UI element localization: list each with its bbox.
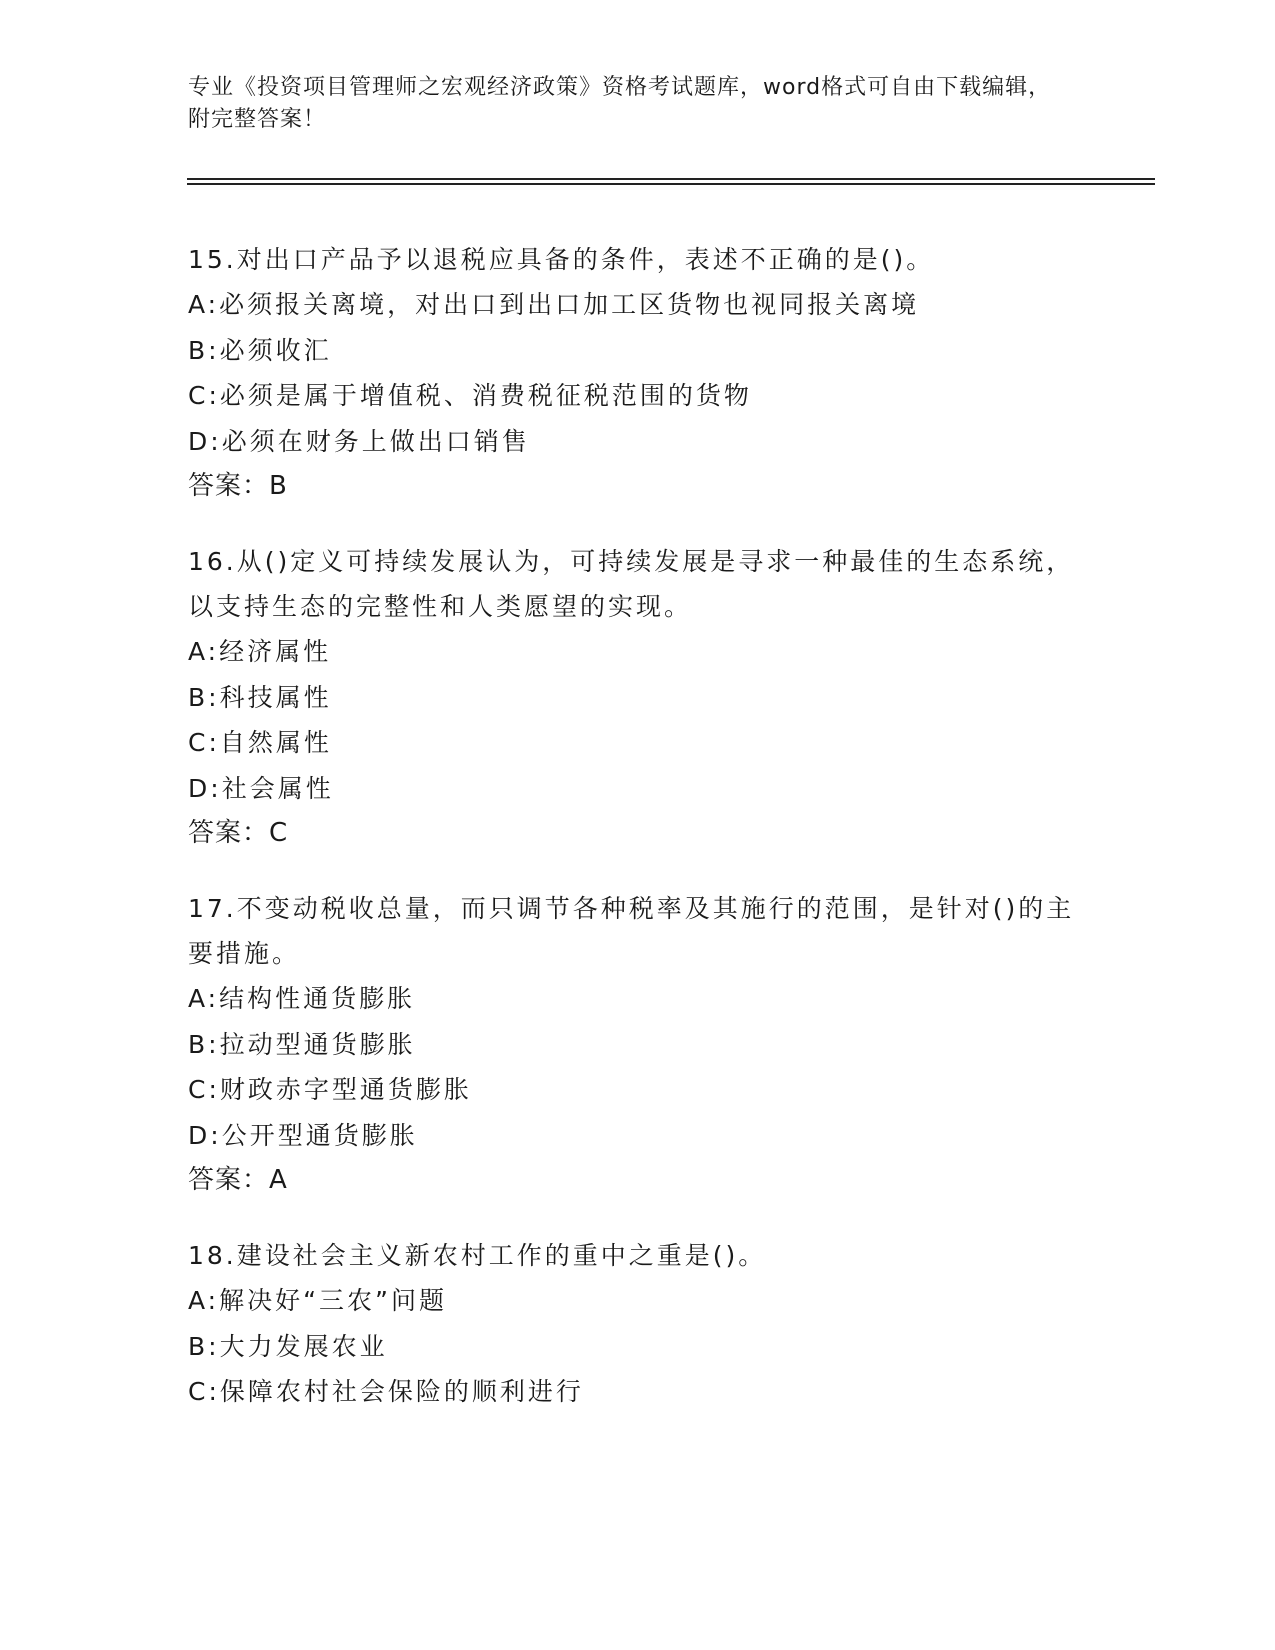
option-text: 必须报关离境，对出口到出口加工区货物也视同报关离境: [219, 290, 920, 319]
option-a: [188, 629, 1088, 675]
option-text: 科技属性: [219, 682, 332, 712]
option-text: 公开型通货膨胀: [221, 1120, 418, 1150]
option-text: 财政赤字型通货膨胀: [219, 1075, 472, 1104]
option-text: 解决好“三农”问题: [219, 1286, 447, 1315]
option-letter: B:: [188, 682, 220, 712]
question-18: [188, 1233, 1088, 1415]
option-c: [188, 1369, 1088, 1415]
question-stem: 16.从()定义可持续发展认为，可持续发展是寻求一种最佳的生态系统，以支持生态的完整性和人类愿望的实现。: [188, 547, 1075, 621]
option-letter: A:: [188, 1286, 220, 1315]
option-letter: C:: [188, 1377, 220, 1406]
question-stem: 18.建设社会主义新农村工作的重中之重是()。: [188, 1241, 767, 1270]
option-d: [188, 766, 1088, 812]
option-d: [188, 419, 1088, 465]
option-text: 经济属性: [219, 637, 332, 666]
option-letter: B:: [188, 1029, 220, 1059]
option-letter: A:: [188, 290, 220, 319]
option-text: 必须收汇: [219, 335, 332, 365]
option-letter: C:: [188, 1075, 220, 1104]
option-text: 社会属性: [221, 773, 334, 803]
option-text: 必须在财务上做出口销售: [221, 426, 530, 456]
option-c: [188, 1067, 1088, 1113]
question-list: [188, 237, 1088, 1445]
option-b: [188, 328, 1088, 374]
question-stem: 17.不变动税收总量，而只调节各种税率及其施行的范围，是针对()的主要措施。: [188, 894, 1075, 968]
option-a: [188, 976, 1088, 1022]
option-letter: A:: [188, 984, 220, 1013]
header-text: 专业《投资项目管理师之宏观经济政策》资格考试题库，word格式可自由下载编辑，附完整答案！: [188, 75, 1052, 132]
header-divider-top: [187, 178, 1155, 180]
option-letter: D:: [188, 426, 222, 456]
option-a: [188, 282, 1088, 328]
option-letter: B:: [188, 335, 220, 365]
option-letter: C:: [188, 728, 220, 757]
option-text: 拉动型通货膨胀: [219, 1029, 416, 1059]
option-letter: D:: [188, 1120, 222, 1150]
option-c: [188, 720, 1088, 766]
header-divider-bottom: [187, 183, 1155, 185]
option-b: [188, 1022, 1088, 1068]
option-letter: A:: [188, 637, 220, 666]
option-a: [188, 1278, 1088, 1324]
option-d: [188, 1113, 1088, 1159]
option-c: [188, 373, 1088, 419]
option-text: 保障农村社会保险的顺利进行: [219, 1377, 584, 1406]
option-b: [188, 1324, 1088, 1370]
option-letter: D:: [188, 773, 222, 803]
question-15: [188, 237, 1088, 509]
question-16: [188, 539, 1088, 856]
answer: 答案：C: [188, 818, 289, 848]
option-letter: C:: [188, 381, 220, 410]
option-text: 大力发展农业: [219, 1331, 388, 1361]
question-stem: 15.对出口产品予以退税应具备的条件，表述不正确的是()。: [188, 245, 935, 274]
option-b: [188, 675, 1088, 721]
option-letter: B:: [188, 1331, 220, 1361]
question-17: [188, 886, 1088, 1203]
option-text: 结构性通货膨胀: [219, 984, 416, 1013]
answer: 答案：A: [188, 1165, 288, 1195]
document-header: [188, 72, 1068, 136]
option-text: 必须是属于增值税、消费税征税范围的货物: [219, 381, 752, 410]
answer: 答案：B: [188, 471, 288, 501]
option-text: 自然属性: [219, 728, 332, 757]
